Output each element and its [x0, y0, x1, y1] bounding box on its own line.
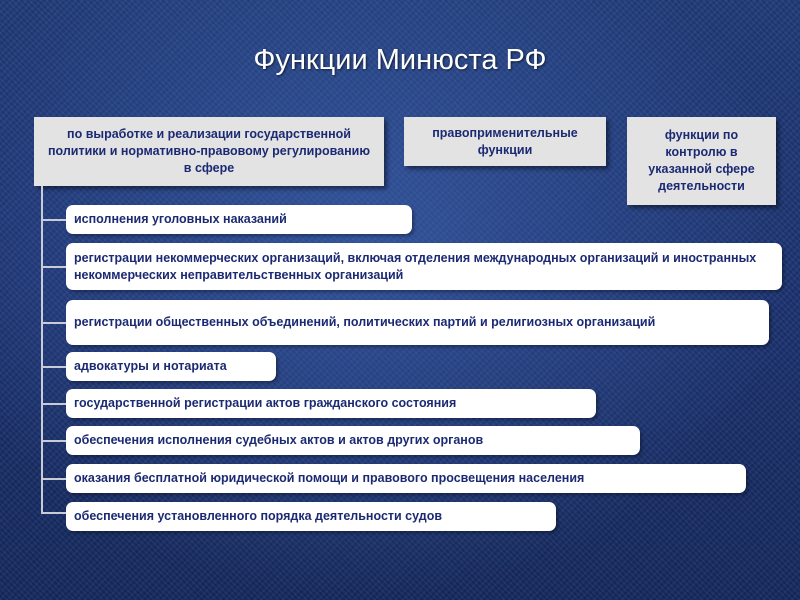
function-item-label: государственной регистрации актов гражданского состояния	[74, 396, 457, 410]
function-item-nonprofit-registration	[66, 243, 782, 290]
function-item-label: оказания бесплатной юридической помощи и правового просвещения населения	[74, 471, 585, 485]
policy-function-label: по выработке и реализации государственной политики и нормативно-правовому регулированию в сфере	[47, 127, 371, 175]
function-item-civil-registration	[66, 389, 596, 418]
tree-connector-tick	[41, 266, 66, 268]
control-function-box	[627, 117, 776, 205]
tree-connector-tick	[41, 440, 66, 442]
law-enforcement-function-box	[404, 117, 606, 166]
tree-connector-tick	[41, 512, 66, 514]
function-item-label: обеспечения исполнения судебных актов и актов других органов	[74, 433, 484, 447]
slide-title: Функции Минюста РФ	[253, 44, 547, 76]
function-item-public-associations	[66, 300, 769, 345]
tree-connector-tick	[41, 403, 66, 405]
tree-connector-tick	[41, 322, 66, 324]
control-function-label: функции по контролю в указанной сфере деятельности	[648, 128, 755, 193]
function-item-label: регистрации некоммерческих организаций, включая отделения международных организаций и иностранных некоммерческих неправительственных организаций	[74, 250, 757, 282]
function-item-label: адвокатуры и нотариата	[74, 359, 227, 373]
function-item-free-legal-aid	[66, 464, 746, 493]
function-item-judicial-acts	[66, 426, 640, 455]
function-item-court-order	[66, 502, 556, 531]
tree-connector-tick	[41, 366, 66, 368]
function-item-criminal-punishment	[66, 205, 412, 234]
function-item-label: исполнения уголовных наказаний	[74, 212, 287, 226]
policy-function-box	[34, 117, 384, 186]
tree-connector-tick	[41, 219, 66, 221]
tree-connector-tick	[41, 478, 66, 480]
law-enforcement-function-label: правоприменительные функции	[432, 125, 578, 157]
function-item-label: регистрации общественных объединений, политических партий и религиозных организаций	[74, 315, 656, 329]
function-item-label: обеспечения установленного порядка деятельности судов	[74, 509, 443, 523]
function-item-advocacy-notary	[66, 352, 276, 381]
tree-connector-vertical	[41, 186, 43, 513]
